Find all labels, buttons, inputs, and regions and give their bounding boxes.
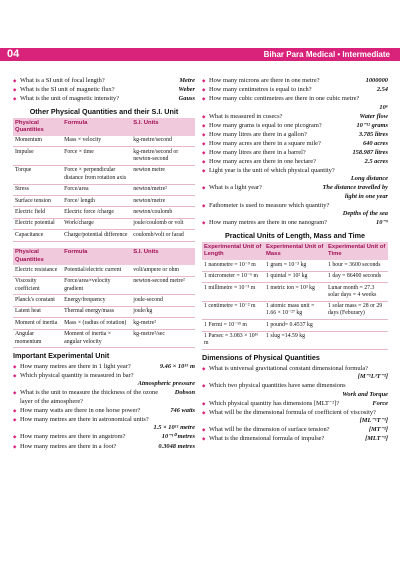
dimensions-title: Dimensions of Physical Quantities — [202, 353, 320, 363]
table-cell: kg-metre²/sec — [131, 329, 195, 348]
table-header-row — [13, 248, 195, 266]
table-cell: Impulse — [13, 147, 62, 166]
question-item — [202, 184, 388, 201]
table-cell: Moment of inertia × angular velocity — [62, 329, 131, 348]
table-row — [13, 276, 195, 295]
question-item — [202, 400, 388, 408]
table-cell: 1 hour = 3600 seconds — [326, 260, 388, 271]
question-item — [202, 426, 388, 434]
answer: ◆ [MLT⁻¹] — [365, 435, 388, 443]
table-cell: 1 slug =14.59 kg — [264, 331, 326, 350]
table-cell: kg-metre² — [131, 318, 195, 329]
table-cell: Force × time — [62, 147, 131, 166]
table-row — [13, 265, 195, 276]
answer: ◆ Dobson — [174, 389, 195, 397]
table-row — [13, 165, 195, 184]
question-item — [202, 122, 388, 130]
table-cell: Force/ length — [62, 195, 131, 206]
question-text: What will be the dimension of surface tension? — [209, 426, 330, 434]
question-text: What is universal gravitational constant dimensional formula? — [209, 364, 369, 372]
question-text: How many litres are there in a gallon? — [209, 130, 307, 138]
table-cell: Potential/electric current — [62, 265, 131, 276]
table-row — [202, 320, 388, 331]
question-text: What is a SI unit of focal length? — [20, 77, 105, 84]
answer: ◆ The distance travelled by — [322, 184, 388, 192]
table-row — [202, 282, 388, 301]
question-item — [202, 77, 388, 85]
table-cell: Torque — [13, 165, 62, 184]
question-text: How many cubic centimetres are there in one cubic metre? — [209, 95, 360, 103]
column-header: S.I. Units — [131, 118, 195, 136]
table-cell: joule/kg — [131, 306, 195, 317]
table-cell: Force × perpendicular distance from rotation axis — [62, 165, 131, 184]
question-text: How many metres are there in a foot? — [20, 442, 117, 450]
answer: ◆ 0.3048 metres — [158, 442, 195, 450]
table-cell: Force/area×velocity gradient — [62, 276, 131, 295]
table-cell: Planck's constant — [13, 295, 62, 306]
answer: ◆ 10⁻¹² grams — [356, 121, 388, 129]
question-item — [13, 433, 195, 441]
page-header-title: Bihar Para Medical • Intermediate — [263, 50, 390, 59]
answer: 1.5 × 10¹¹ metre — [153, 424, 195, 432]
table-cell: Moment of inertia — [13, 318, 62, 329]
question-text: What will be the dimensional formula of coefficient of viscosity? — [209, 408, 376, 416]
question-item — [202, 95, 388, 112]
question-item — [13, 443, 195, 451]
question-item — [13, 389, 195, 406]
table-cell: Work/charge — [62, 218, 131, 229]
question-item — [202, 167, 388, 184]
table-cell: Angular momentum — [13, 329, 62, 348]
table-row — [13, 306, 195, 317]
question-item — [202, 149, 388, 157]
column-header: Formula — [62, 118, 131, 136]
left-question-list — [13, 77, 195, 104]
table-cell: Thermal energy/mass — [62, 306, 131, 317]
table-cell: Latent heat — [13, 306, 62, 317]
question-item — [202, 365, 388, 382]
answer: ◆ Water flow — [359, 112, 388, 120]
table-cell: 1 Fermi = 10⁻¹⁵ m — [202, 320, 264, 331]
table-row — [13, 329, 195, 348]
answer: ◆ [MT⁻²] — [368, 426, 388, 434]
column-header: Formula — [62, 248, 131, 266]
table-cell: joule/coulomb or volt — [131, 218, 195, 229]
answer: light in one year — [344, 192, 388, 200]
question-text: What is a light year? — [209, 184, 262, 192]
table-cell: 1 gram = 10⁻³ kg — [264, 260, 326, 271]
table-cell: 1 Parsec = 3.083 × 10¹⁶ m — [202, 331, 264, 350]
answer: [M⁻¹L³T⁻²] — [357, 373, 388, 381]
answer: ◆ 10⁻⁹ — [376, 219, 388, 227]
table-cell: newton/metre² — [131, 184, 195, 195]
question-text: Light year is the unit of which physical quantity? — [209, 166, 335, 174]
table-cell: 1 pound= 0.4537 kg — [264, 320, 326, 331]
answer: ◆ 1000000 — [365, 77, 388, 84]
table-row — [13, 195, 195, 206]
question-item — [13, 86, 195, 94]
table-cell: Electric force /charge — [62, 207, 131, 218]
column-header: Experimental Unit of Time — [326, 242, 388, 260]
answer: ◆ 9.46 × 10¹⁵ m — [159, 362, 195, 370]
table-cell: Momentum — [13, 136, 62, 147]
table-cell: Viscosity coefficient — [13, 276, 62, 295]
table-row — [13, 207, 195, 218]
right-question-list — [202, 77, 388, 228]
table-cell: 1 atomic mass unit = 1.66 × 10⁻²⁷ kg — [264, 301, 326, 320]
table-row — [202, 301, 388, 320]
question-text: How many grams is equal to one picogram? — [209, 121, 322, 129]
table1-title: Other Physical Quantities and their S.I. Unit — [29, 106, 179, 116]
table-row — [13, 218, 195, 229]
question-item — [13, 416, 195, 433]
question-text: How many acres are there in one hectare? — [209, 157, 316, 165]
header-area — [0, 0, 400, 44]
answer: ◆ Weber — [178, 86, 195, 94]
question-text: Which two physical quantities have same dimensions — [209, 382, 346, 390]
table-cell: newton metre — [131, 165, 195, 184]
table-cell: 1 metric ton = 10³ kg — [264, 282, 326, 301]
question-item — [202, 435, 388, 443]
answer: 10⁶ — [379, 103, 388, 111]
table-header-row — [13, 118, 195, 136]
table-cell: newton/metre — [131, 195, 195, 206]
table-cell: kg-metre/second — [131, 136, 195, 147]
question-item — [13, 372, 195, 389]
column-header: Physical Quantities — [13, 118, 62, 136]
question-text: What is the unit of magnetic intensity? — [20, 95, 120, 103]
table-cell: 1 centimetre = 10⁻² m — [202, 301, 264, 320]
question-item — [13, 363, 195, 371]
table-cell: coulomb/volt or farad — [131, 230, 195, 241]
table-cell: Force/area — [62, 184, 131, 195]
question-text: Which physical quantity has dimensions [MLT⁻²]? — [209, 399, 340, 407]
experimental-unit-title: Important Experimental Unit — [13, 351, 110, 361]
column-header: Experimental Unit of Length — [202, 242, 264, 260]
answer: ◆ 640 acres — [362, 139, 388, 147]
question-text: How many metres are there in one nanogram? — [209, 219, 328, 227]
table-cell: Mass × (radius of rotation) — [62, 318, 131, 329]
table-row — [13, 136, 195, 147]
table-cell: 1 millimetre = 10⁻³ m — [202, 282, 264, 301]
table-cell: 1 micrometer = 10⁻⁶ m — [202, 271, 264, 282]
table-cell: newton-second metre² — [131, 276, 195, 295]
question-text: How many metres are there in astronomical units? — [20, 415, 149, 423]
table-row — [13, 318, 195, 329]
table2-title: Practical Units of Length, Mass and Time — [224, 230, 366, 240]
answer: Atmospheric pressure — [137, 380, 195, 388]
question-item — [202, 382, 388, 399]
answer: ◆ 10⁻¹⁰ metres — [161, 433, 195, 441]
table-cell — [326, 320, 388, 331]
answer: ◆ 746 watts — [170, 406, 195, 414]
table-cell: Lunar month = 27.3 solar days = 4 weeks — [326, 282, 388, 301]
question-text: Fathometer is used to measure which quantity? — [209, 201, 330, 209]
table-row — [13, 147, 195, 166]
table-row — [202, 331, 388, 350]
question-item — [202, 86, 388, 94]
question-text: What is measured in cusecs? — [209, 112, 283, 120]
answer: ◆ Force — [372, 399, 388, 407]
answer: ◆ 2.5 acres — [364, 157, 388, 165]
si-units-table — [13, 118, 195, 242]
answer: ◆ Gauss — [178, 95, 195, 103]
dimensions-question-list — [202, 365, 388, 444]
table-cell: 1 day = 86400 seconds — [326, 271, 388, 282]
table-cell — [326, 331, 388, 350]
answer: Long distance — [350, 175, 388, 183]
question-item — [202, 140, 388, 148]
table-row — [202, 271, 388, 282]
question-item — [13, 77, 195, 85]
table-cell: kg-metre/second or newton-second — [131, 147, 195, 166]
table-row — [13, 230, 195, 241]
question-item — [202, 113, 388, 121]
table-header-row — [202, 242, 388, 260]
question-text: How many litres are there in a barrel? — [209, 148, 306, 156]
experimental-question-list — [13, 363, 195, 451]
answer: ◆ Metre — [179, 77, 195, 84]
table-cell: Electric potential — [13, 218, 62, 229]
question-item — [202, 131, 388, 139]
question-item — [202, 202, 388, 219]
column-header: Experimental Unit of Mass — [264, 242, 326, 260]
practical-units-table — [202, 242, 388, 350]
table-cell: volt/ampere or ohm — [131, 265, 195, 276]
table-cell: joule-second — [131, 295, 195, 306]
question-text: How many microns are there in one metre? — [209, 77, 320, 84]
column-header: Physical Quantities — [13, 248, 62, 266]
question-text: What is the SI unit of magnetic flux? — [20, 86, 115, 94]
question-item — [13, 95, 195, 103]
question-item — [202, 409, 388, 426]
question-text: What is the dimensional formula of impulse? — [209, 435, 325, 443]
question-text: What is the unit to measure the thickness of the ozone layer of the atmosphere? — [20, 389, 159, 405]
question-text: Which physical quantity is measured in bar? — [20, 371, 134, 379]
table-row — [202, 260, 388, 271]
si-units-table-continued — [13, 248, 195, 349]
column-header: S.I. Units — [131, 248, 195, 266]
table-row — [13, 184, 195, 195]
table-cell: Energy/frequency — [62, 295, 131, 306]
answer: ◆ 3.785 litres — [358, 130, 388, 138]
answer: Depths of the sea — [342, 210, 388, 218]
table-cell: 1 nanometre = 10⁻⁹ m — [202, 260, 264, 271]
table-cell: Stress — [13, 184, 62, 195]
left-column — [13, 77, 195, 452]
table-cell: Charge/potential difference — [62, 230, 131, 241]
table-cell: Capacitance — [13, 230, 62, 241]
table-cell: Electric resistance — [13, 265, 62, 276]
answer: ◆ 2.54 — [376, 86, 388, 94]
question-item — [13, 407, 195, 415]
right-column — [202, 77, 388, 444]
table-cell: Mass × velocity — [62, 136, 131, 147]
table-cell: 1 quintal = 10² kg — [264, 271, 326, 282]
answer: [ML⁻¹T⁻¹] — [359, 417, 388, 425]
table-cell: newton/coulomb — [131, 207, 195, 218]
table-cell: Surface tension — [13, 195, 62, 206]
question-text: How many metres are there in angstrom? — [20, 433, 126, 441]
question-item — [202, 219, 388, 227]
question-text: How many metres are there in 1 light year? — [20, 362, 131, 370]
table-cell: Electric field — [13, 207, 62, 218]
answer: ◆ 158.987 litres — [352, 148, 388, 156]
page-number: 04 — [7, 48, 20, 60]
question-text: How many watts are there in one horse power? — [20, 406, 141, 414]
question-text: How many acres are there in a square mile? — [209, 139, 321, 147]
question-text: How many centimetres is equal to inch? — [209, 86, 312, 94]
question-item — [202, 158, 388, 166]
table-cell: 1 solar mass = 28 or 29 days (Feburary) — [326, 301, 388, 320]
answer: Work and Torque — [342, 390, 388, 398]
table-row — [13, 295, 195, 306]
